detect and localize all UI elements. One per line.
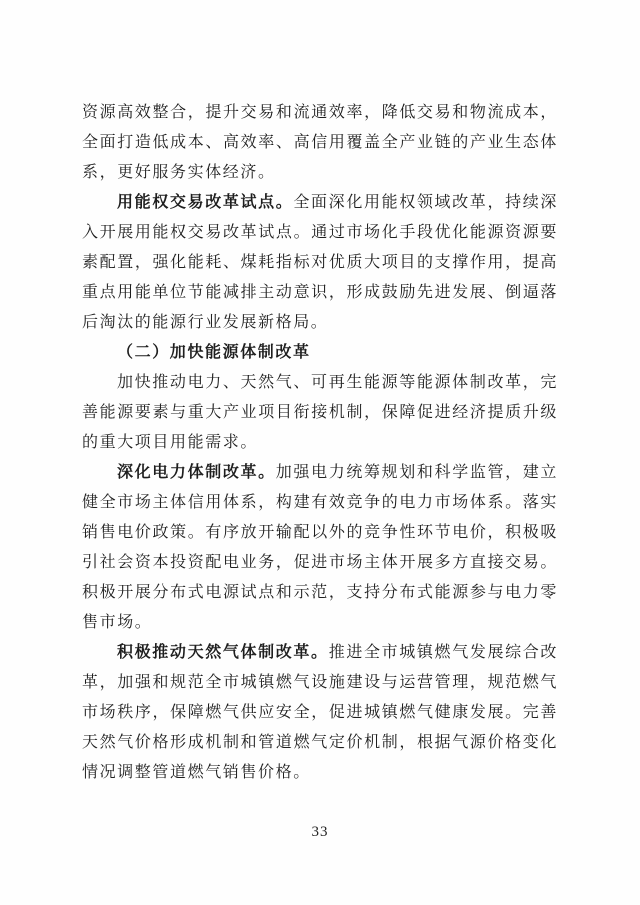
paragraph-lead-bold: 用能权交易改革试点。 [117, 194, 294, 211]
paragraph-resource-integration [82, 98, 558, 188]
paragraph-lead-bold: 积极推动天然气体制改革。 [117, 644, 329, 661]
paragraph-accelerate-reform [82, 368, 558, 458]
paragraph-text: 加强电力统筹规划和科学监管，建立健全市场主体信用体系，构建有效竞争的电力市场体系。落实销售电价政策。有序放开输配以外的竞争性环节电价，积极吸引社会资本投资配电业务，促进市场主体开展多方直接交易。积极开展分布式电源试点和示范，支持分布式能源参与电力零售市场。 [82, 464, 558, 631]
paragraph-text: 全面深化用能权领域改革，持续深入开展用能权交易改革试点。通过市场化手段优化能源资源要素配置，强化能耗、煤耗指标对优质大项目的支撑作用，提高重点用能单位节能减排主动意识，形成鼓励先进发展、倒逼落后淘汰的能源行业发展新格局。 [82, 194, 558, 331]
document-body [82, 98, 558, 788]
paragraph-text: 资源高效整合，提升交易和流通效率，降低交易和物流成本，全面打造低成本、高效率、高信用覆盖全产业链的产业生态体系，更好服务实体经济。 [82, 104, 558, 181]
paragraph-text: 推进全市城镇燃气发展综合改革，加强和规范全市城镇燃气设施建设与运营管理，规范燃气市场秩序，保障燃气供应安全，促进城镇燃气健康发展。完善天然气价格形成机制和管道燃气定价机制，根据气源价格变化情况调整管道燃气销售价格。 [82, 644, 558, 781]
paragraph-gas-reform [82, 638, 558, 788]
page-number: 33 [311, 824, 329, 840]
paragraph-lead-bold: 深化电力体制改革。 [117, 464, 276, 481]
section-heading: （二）加快能源体制改革 [117, 344, 311, 361]
paragraph-power-reform [82, 458, 558, 638]
paragraph-energy-use-rights [82, 188, 558, 338]
paragraph-text: 加快推动电力、天然气、可再生能源等能源体制改革，完善能源要素与重大产业项目衔接机制，保障促进经济提质升级的重大项目用能需求。 [82, 374, 558, 451]
